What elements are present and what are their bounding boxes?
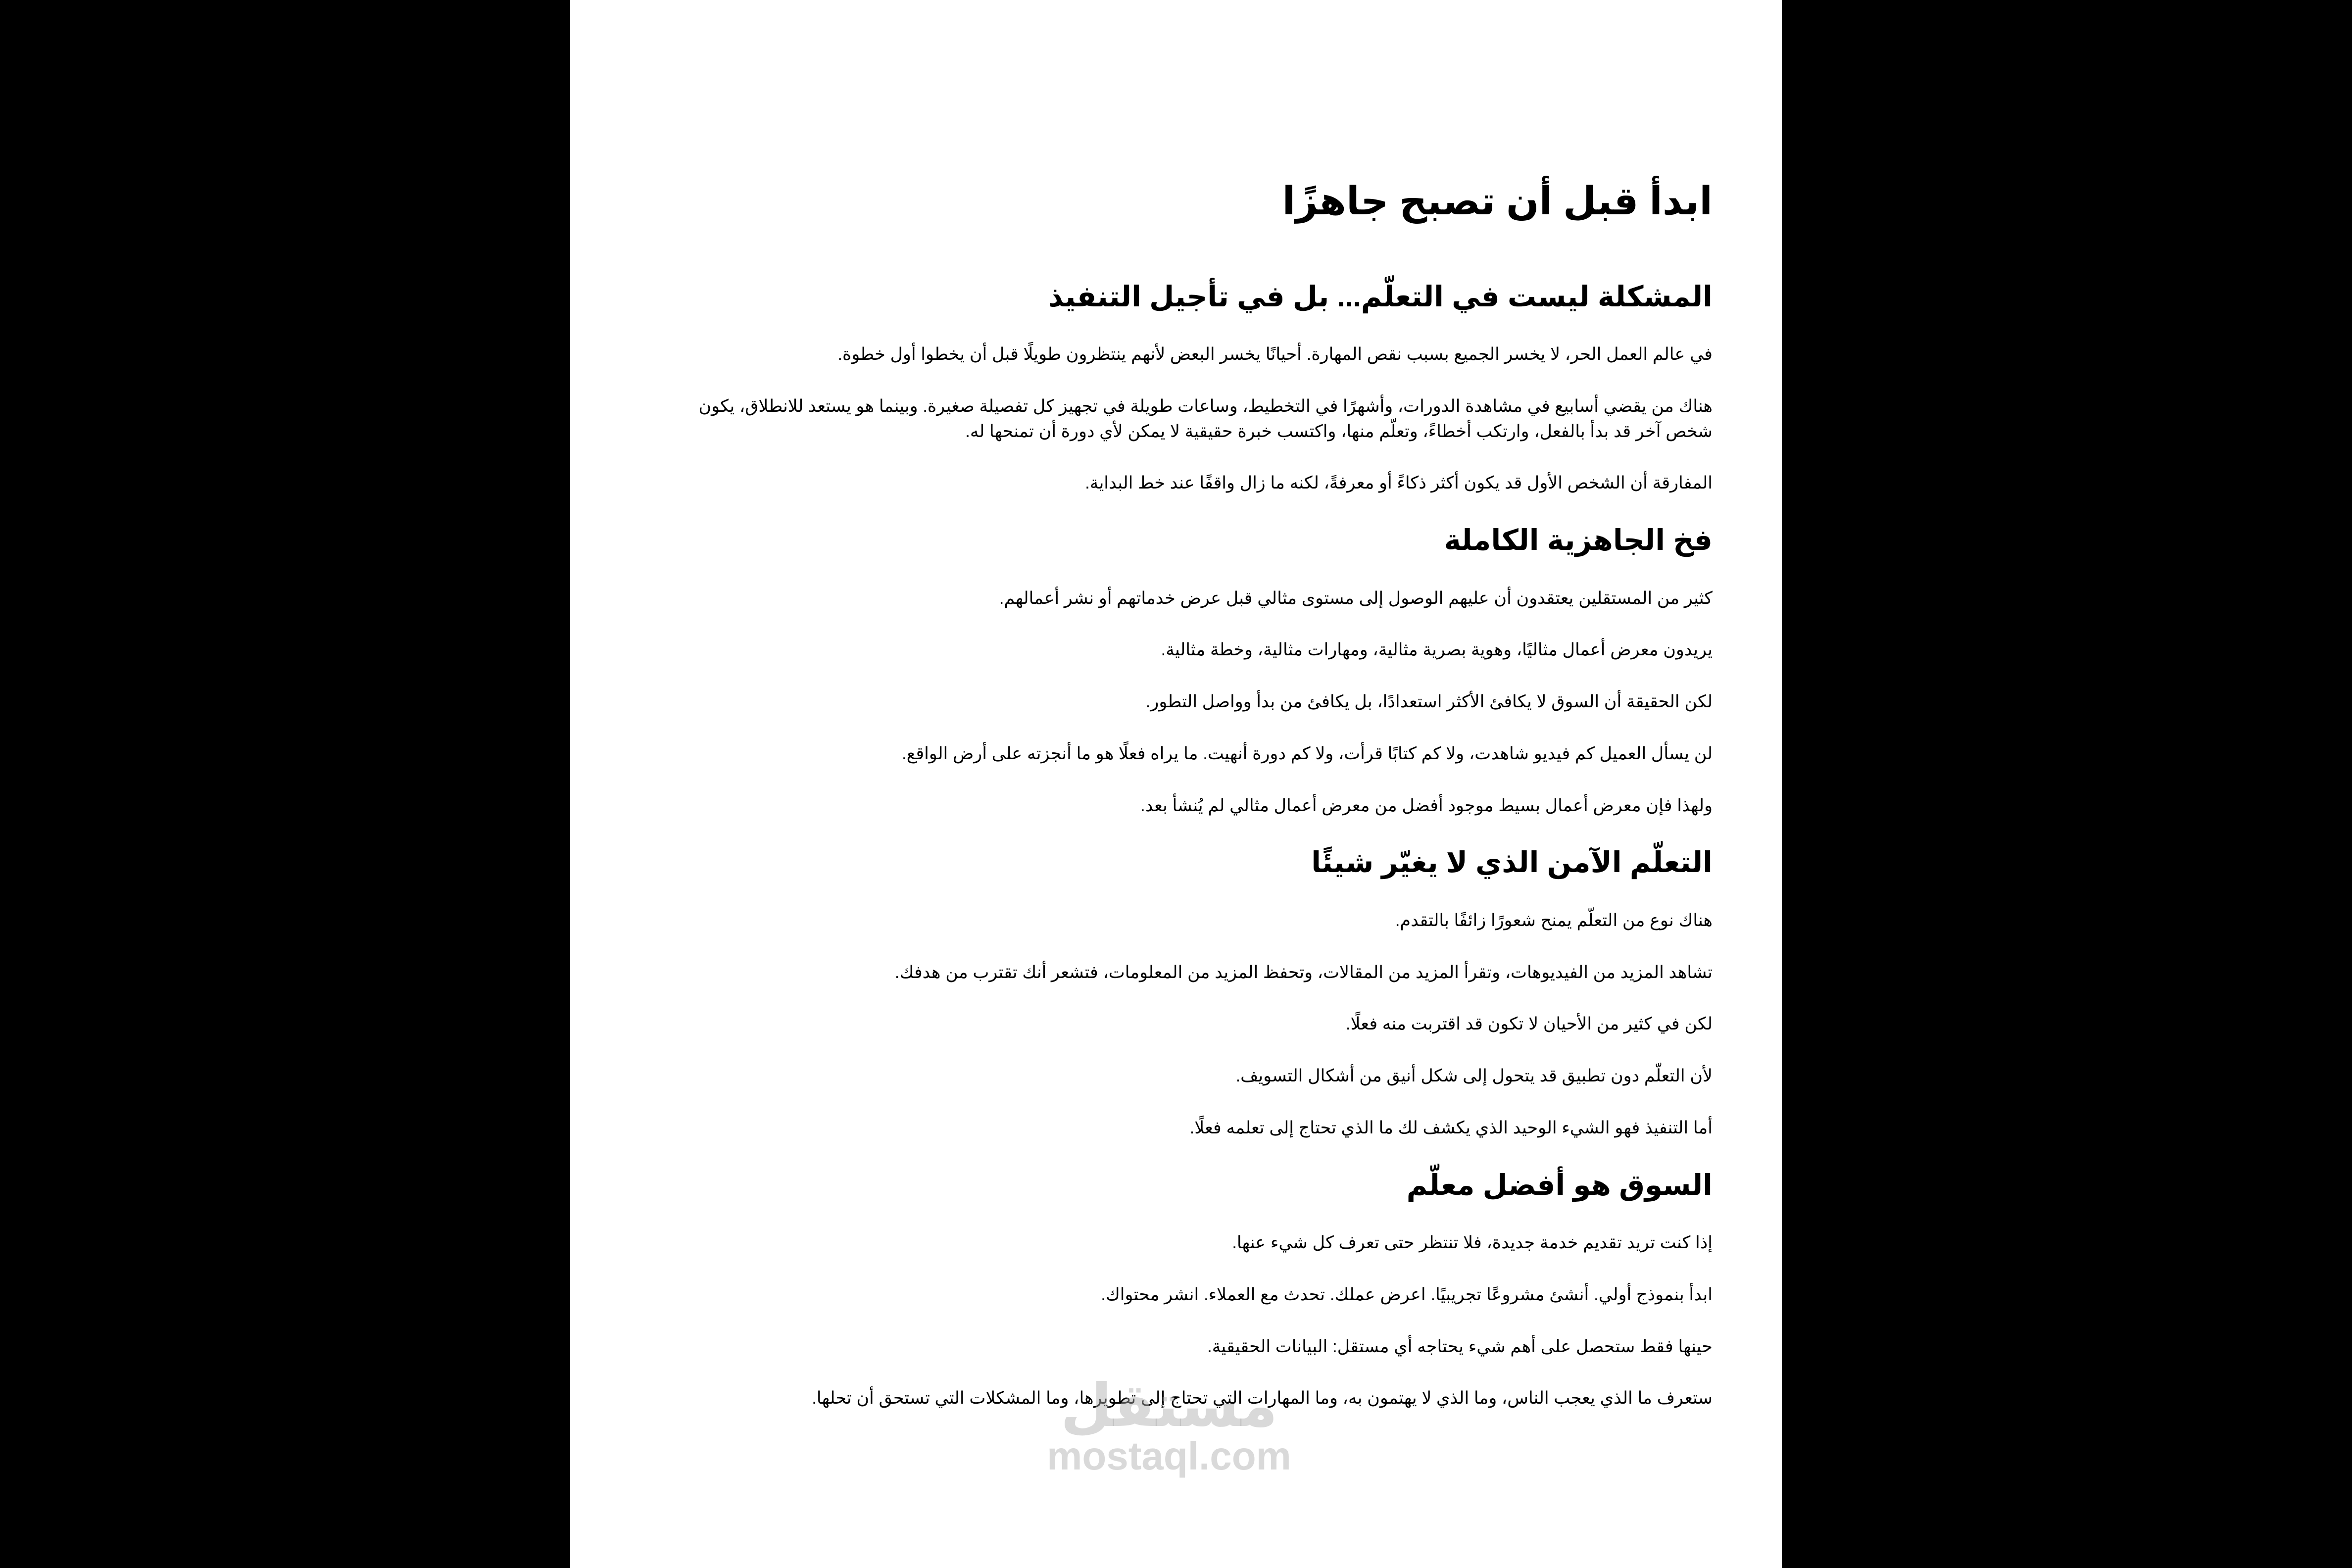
paragraph: تشاهد المزيد من الفيديوهات، وتقرأ المزيد من المقالات، وتحفظ المزيد من المعلومات، فتشعر أنك تقترب من هدفك. — [894, 962, 1713, 982]
paragraph: هناك من يقضي أسابيع في مشاهدة الدورات، وأشهرًا في التخطيط، وساعات طويلة في تجهيز كل تفصيلة صغيرة. وبينما هو يستعد للانطلاق، يكون شخص آخر قد بدأ بالفعل، وارتكب أخطاءً، وتعلّم منها، واكتسب خبرة حقيقية لا يمكن لأي دورة أن تمنحها له. — [698, 396, 1713, 441]
section-heading: المشكلة ليست في التعلّم... بل في تأجيل التنفيذ — [1048, 280, 1713, 313]
paragraph: إذا كنت تريد تقديم خدمة جديدة، فلا تنتظر حتى تعرف كل شيء عنها. — [1232, 1233, 1713, 1253]
paragraph: لن يسأل العميل كم فيديو شاهدت، ولا كم كتابًا قرأت، ولا كم دورة أنهيت. ما يراه فعلًا هو ما أنجزته على أرض الواقع. — [901, 743, 1713, 763]
paragraph: أما التنفيذ فهو الشيء الوحيد الذي يكشف لك ما الذي تحتاج إلى تعلمه فعلًا. — [1189, 1118, 1713, 1137]
document-title: ابدأ قبل أن تصبح جاهزًا — [1282, 179, 1713, 223]
section-heading: التعلّم الآمن الذي لا يغيّر شيئًا — [1311, 846, 1713, 879]
paragraph: ابدأ بنموذج أولي. أنشئ مشروعًا تجريبيًا. اعرض عملك. تحدث مع العملاء. انشر محتواك. — [1101, 1284, 1713, 1304]
paragraph: لأن التعلّم دون تطبيق قد يتحول إلى شكل أنيق من أشكال التسويف. — [1235, 1066, 1713, 1086]
paragraph: كثير من المستقلين يعتقدون أن عليهم الوصول إلى مستوى مثالي قبل عرض خدماتهم أو نشر أعمالهم. — [999, 588, 1713, 608]
paragraph: المفارقة أن الشخص الأول قد يكون أكثر ذكاءً أو معرفةً، لكنه ما زال واقفًا عند خط البداية. — [1085, 473, 1713, 493]
paragraph: هناك نوع من التعلّم يمنح شعورًا زائفًا بالتقدم. — [1395, 910, 1713, 930]
paragraph: حينها فقط ستحصل على أهم شيء يحتاجه أي مستقل: البيانات الحقيقية. — [1207, 1336, 1713, 1356]
document-page — [570, 0, 1782, 1568]
paragraph: يريدون معرض أعمال مثاليًا، وهوية بصرية مثالية، ومهارات مثالية، وخطة مثالية. — [1161, 640, 1713, 660]
watermark-latin-text: mostaql.com — [1047, 1434, 1291, 1478]
section-heading: السوق هو أفضل معلّم — [1406, 1169, 1713, 1201]
section-heading: فخ الجاهزية الكاملة — [1444, 524, 1713, 557]
document-content — [652, 178, 1713, 1438]
paragraph: لكن الحقيقة أن السوق لا يكافئ الأكثر استعدادًا، بل يكافئ من بدأ وواصل التطور. — [1145, 692, 1713, 712]
paragraph: ستعرف ما الذي يعجب الناس، وما الذي لا يهتمون به، وما المهارات التي تحتاج إلى تطويرها، وما المشكلات التي تستحق أن تحلها. — [812, 1388, 1713, 1408]
paragraph: ولهذا فإن معرض أعمال بسيط موجود أفضل من معرض أعمال مثالي لم يُنشأ بعد. — [1140, 795, 1713, 815]
paragraph: لكن في كثير من الأحيان لا تكون قد اقتربت منه فعلًا. — [1345, 1014, 1713, 1034]
paragraph: في عالم العمل الحر، لا يخسر الجميع بسبب نقص المهارة. أحيانًا يخسر البعض لأنهم ينتظرون طويلًا قبل أن يخطوا أول خطوة. — [837, 344, 1713, 364]
watermark-arabic-text: مستقل — [1060, 1372, 1278, 1439]
